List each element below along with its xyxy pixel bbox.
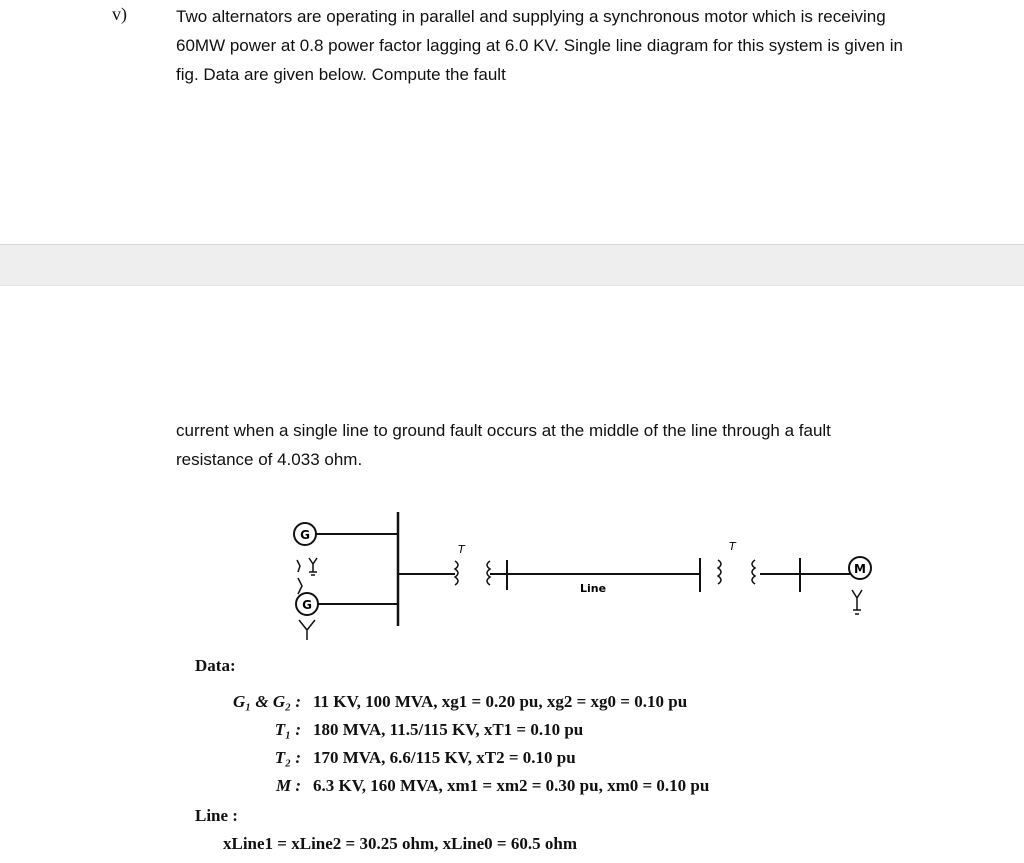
transformer-t1-primary <box>455 561 458 585</box>
t2-label: T <box>729 540 736 553</box>
t1-label: T <box>458 543 465 556</box>
motor-wye-ground-icon <box>852 590 862 614</box>
g2-wye-ground-icon <box>299 620 315 640</box>
question-text-part2: current when a single line to ground fault occurs at the middle of the line through a fault resistance of 4.033 ohm. <box>176 421 831 469</box>
data-row-generators <box>195 692 687 712</box>
transformer-t2-secondary <box>752 560 755 584</box>
data-row-t2 <box>195 748 576 768</box>
data-row-t1 <box>195 720 583 740</box>
data-row-value: 6.3 KV, 160 MVA, xm1 = xm2 = 0.30 pu, xm0 = 0.10 pu <box>313 776 710 795</box>
question-number: v) <box>112 4 127 24</box>
data-row-value: 170 MVA, 6.6/115 KV, xT2 = 0.10 pu <box>313 748 576 767</box>
data-row-label: G₁ & G₂ : <box>232 692 301 711</box>
motor-label: M <box>854 562 866 576</box>
data-row-value: 180 MVA, 11.5/115 KV, xT1 = 0.10 pu <box>313 720 584 739</box>
data-row-value: 11 KV, 100 MVA, xg1 = 0.20 pu, xg2 = xg0 = 0.10 pu <box>313 692 688 711</box>
transformer-t2-primary <box>718 560 721 584</box>
data-title: Data: <box>195 656 236 675</box>
data-row-label: T₁ : <box>274 720 301 739</box>
data-row-label: T₂ : <box>274 748 301 767</box>
g1-wye-ground-icon <box>309 558 317 575</box>
g2-label: G <box>302 598 312 612</box>
line-data-label: Line : <box>195 806 238 825</box>
data-row-motor <box>195 776 709 796</box>
line-label: Line <box>580 582 607 595</box>
data-row-label: M : <box>275 776 301 795</box>
transformer-t1-secondary <box>487 561 490 585</box>
question-text-part1: Two alternators are operating in parallel and supplying a synchronous motor which is receiving 60MW power at 0.8 power factor lagging at 6.0 KV. Single line diagram for this system is given in fig. Data are given below. Compute the fault <box>176 7 903 84</box>
g1-label: G <box>300 528 310 542</box>
line-data-values: xLine1 = xLine2 = 30.25 ohm, xLine0 = 60.5 ohm <box>223 834 577 853</box>
